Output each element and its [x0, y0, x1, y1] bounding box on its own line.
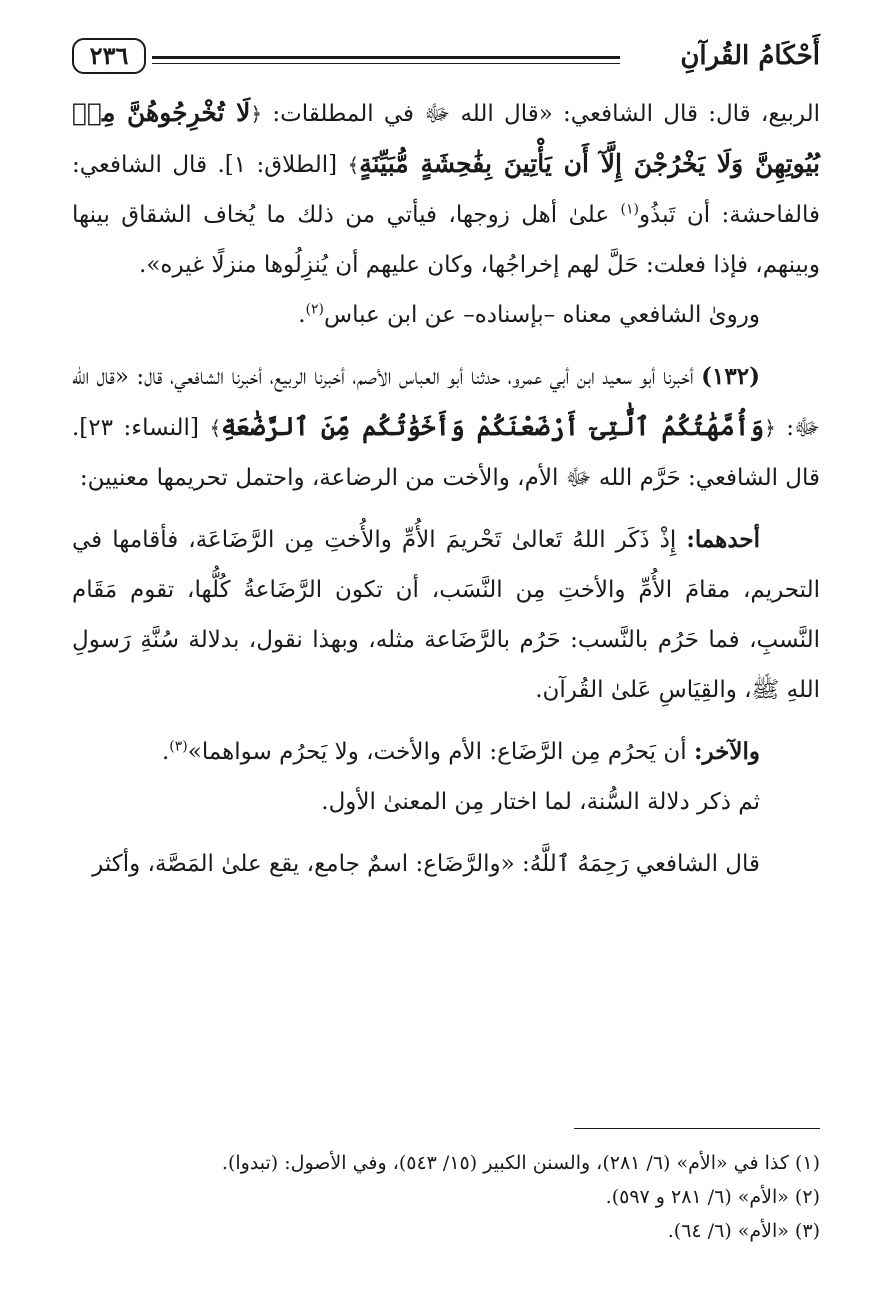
header-rule	[152, 56, 620, 64]
text-run: ﴾	[209, 416, 222, 440]
footnote-separator	[574, 1128, 820, 1129]
running-title: أَحْكَامُ القُرآنِ	[680, 41, 820, 71]
text-run: قال الشافعي رَحِمَهُ ٱللَّهُ: «والرَّضَاع: اسمٌ جامع، يقع علىٰ المَصَّة، وأكثر	[92, 851, 760, 877]
text-run: وروىٰ الشافعي معناه –بإسناده– عن ابن عباس	[324, 302, 760, 328]
footnote-2: (٢) «الأم» (٦/ ٢٨١ و ٥٩٧).	[605, 1186, 820, 1208]
footnote-ref: (١)	[620, 201, 639, 218]
bold-lead: أحدهما:	[686, 526, 760, 553]
bold-lead: (١٣٢)	[701, 363, 760, 390]
paragraph-p3	[72, 352, 820, 503]
text-run: .	[161, 739, 170, 765]
paragraph-p5	[72, 727, 820, 777]
text-run: [النساء: ٢٣]. قال الشافعي: حَرَّم الله ﷻ الأم، والأخت من الرضاعة، واحتمل تحريمها معنيين:	[72, 415, 820, 491]
text-run: ﴾	[347, 153, 360, 177]
page-header	[72, 38, 820, 78]
paragraph-p4	[72, 515, 820, 715]
text-run: علىٰ أهل زوجها، فيأتي من ذلك ما يُخاف الشقاق بينها وبينهم، فإذا فعلت: حَلَّ لهم إخراجُها، وكان عليهم أن يُنزِلُوها منزلًا غيره».	[72, 202, 820, 278]
quran-verse: لَا تُخْرِجُوهُنَّ مِنۢ بُيُوتِهِنَّ وَلَا يَخْرُجْنَ إِلَّآ أَن يَأْتِينَ بِفَٰحِشَةٍ مُّبَيِّنَةٍ	[72, 98, 820, 178]
text-run: ثم ذكر دلالة السُّنة، لما اختار مِن المعنىٰ الأول.	[321, 789, 760, 815]
footnote-ref: (٣)	[169, 738, 188, 755]
body-text	[72, 88, 820, 889]
text-run: إِذْ ذَكَر اللهُ تَعالىٰ تَحْريمَ الأُمِّ والأُختِ مِن الرَّضَاعَة، فأقامها في التحريم، مقامَ الأُمِّ والأختِ مِن النَّسَب، أن تكون الرَّضَاعةُ كُلُّها، تقوم مَقَام النَّسبِ، فما حَرُم بالنَّسب: حَرُم بالرَّضَاعة مثله، وبهذا نقول، بدلالة سُنَّةِ رَسولِ اللهِ ﷺ، والقِيَاسِ عَلىٰ القُرآن.	[72, 527, 820, 703]
text-run: أخبرنا أبو سعيد ابن أبي عمرو، حدثنا أبو العباس الأصم، أخبرنا الربيع، أخبرنا الشافعي، قال: «قال الله ﷻ:	[72, 364, 821, 441]
text-run: أن يَحرُم مِن الرَّضَاع: الأم والأخت، ولا يَحرُم سواهما»	[187, 739, 694, 765]
paragraph-p7	[72, 839, 820, 889]
text-run: ﴿	[250, 102, 263, 126]
quran-verse: وَأُمَّهَٰتُكُمُ ٱلَّٰتِىٓ أَرْضَعْنَكُمْ وَأَخَوَٰتُكُم مِّنَ ٱلرَّضَٰعَةِ	[221, 412, 765, 441]
footnote-3: (٣) «الأم» (٦/ ٦٤).	[667, 1220, 820, 1242]
paragraph-p1	[72, 88, 820, 290]
footnote-1: (١) كذا في «الأم» (٦/ ٢٨١)، والسنن الكبير (١٥/ ٥٤٣)، وفي الأصول: (تبدوا).	[221, 1152, 820, 1174]
paragraph-p6	[72, 777, 820, 827]
text-run: الربيع، قال: قال الشافعي: «قال الله ﷻ في المطلقات:	[262, 101, 820, 127]
text-run: [الطلاق: ١]. قال الشافعي: فالفاحشة: أن تَبذُو	[72, 152, 820, 228]
text-run: ﴿	[764, 416, 776, 440]
footnotes	[72, 1146, 820, 1248]
text-run: .	[298, 302, 306, 328]
page-number: ٢٣٦	[72, 38, 146, 74]
footnote-ref: (٢)	[305, 301, 324, 318]
paragraph-p2	[72, 290, 820, 340]
bold-lead: والآخر:	[693, 738, 760, 765]
